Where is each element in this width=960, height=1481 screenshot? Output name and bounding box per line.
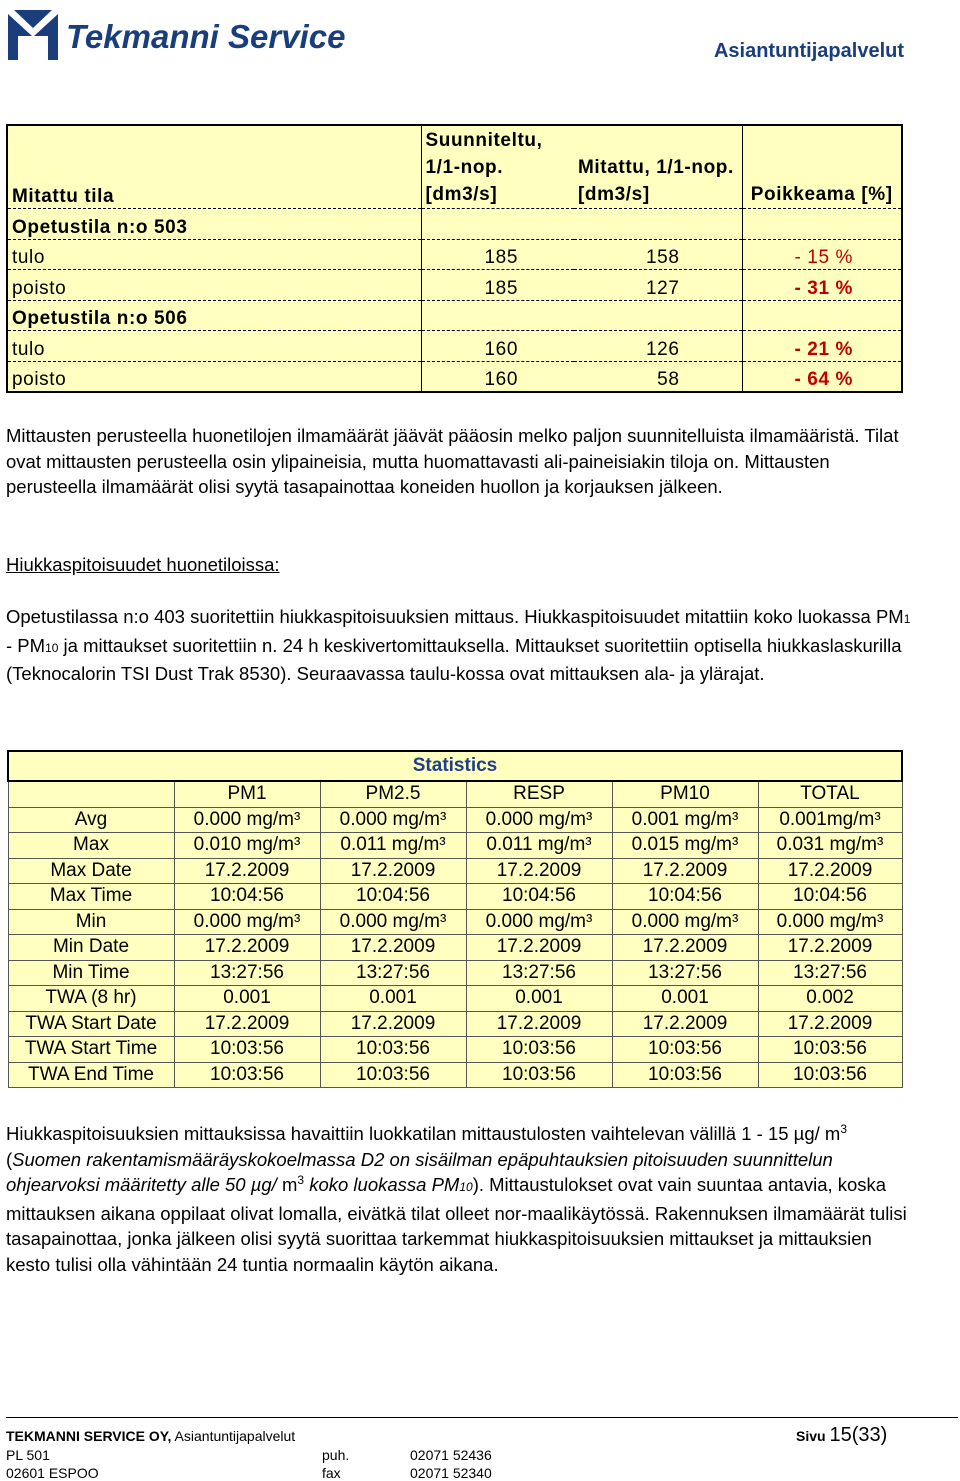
statistics-row: [8, 960, 902, 986]
para4-text-d: ). Mittaustulokset ovat vain suuntaa antavia, koska mittauksen aikana oppilaat olivat lomalla, eivätkä tilat olleet nor-maalikäytössä. Rakennuksen ilmamäärät tulisi tasapainottaa, jonka jälkeen olisi syytä suorittaa tarkemmat hiukkaspitoisuuksien mittaukset ja mittauksien kesto tulisi olla vähintään 24 tuntia normaalin käytön aikana.: [6, 1174, 907, 1275]
statistics-row: [8, 1062, 902, 1088]
statistics-cell: 0.001: [174, 986, 320, 1012]
particle-conclusion-paragraph: [6, 1121, 921, 1278]
statistics-cell: 0.000 mg/m³: [612, 909, 758, 935]
statistics-row-label: Max Date: [8, 858, 174, 884]
deviation-value: - 15 %: [742, 239, 901, 270]
para3-text-b: - PM: [6, 634, 46, 656]
statistics-row-label: TWA (8 hr): [8, 986, 174, 1012]
footer-fax-label: fax: [322, 1465, 341, 1481]
statistics-table: [7, 750, 903, 1088]
para4-text-a: Hiukkaspitoisuuksien mittauksissa havaittiin luokkatilan mittaustulosten vaihtelevan välillä 1 - 15 µg/ m: [6, 1123, 841, 1144]
group-name: Opetustila n:o 506: [8, 300, 421, 331]
deviation-value: - 64 %: [794, 369, 853, 390]
statistics-row: [8, 807, 902, 833]
statistics-cell: 10:04:56: [758, 884, 902, 910]
statistics-cell: 10:03:56: [466, 1062, 612, 1088]
table-row: [8, 239, 901, 270]
para4-sup-2: 3: [297, 1173, 305, 1188]
statistics-column-headers: [8, 781, 902, 807]
measured-value: 127: [574, 270, 742, 301]
statistics-cell: 0.011 mg/m³: [320, 833, 466, 859]
statistics-cell: 10:04:56: [466, 884, 612, 910]
column-header: PM10: [612, 781, 758, 807]
row-label: tulo: [8, 331, 421, 362]
statistics-cell: 17.2.2009: [174, 1011, 320, 1037]
header-room: Mitattu tila: [8, 126, 421, 209]
statistics-row: [8, 833, 902, 859]
statistics-cell: 17.2.2009: [612, 1011, 758, 1037]
footer-city: 02601 ESPOO: [6, 1465, 99, 1481]
company-logo: [4, 6, 349, 62]
group-row: [8, 300, 901, 331]
statistics-cell: 0.011 mg/m³: [466, 833, 612, 859]
statistics-cell: 17.2.2009: [320, 1011, 466, 1037]
statistics-cell: 10:03:56: [466, 1037, 612, 1063]
row-label: poisto: [8, 270, 421, 301]
statistics-cell: 10:03:56: [758, 1037, 902, 1063]
statistics-cell: 17.2.2009: [174, 858, 320, 884]
statistics-cell: 0.001: [466, 986, 612, 1012]
table-row: [8, 270, 901, 301]
statistics-row-label: Min Date: [8, 935, 174, 961]
statistics-cell: 10:04:56: [612, 884, 758, 910]
statistics-title-row: [8, 751, 902, 781]
department-name: Asiantuntijapalvelut: [713, 40, 904, 62]
page-value: 15(33): [829, 1424, 888, 1446]
statistics-cell: 10:03:56: [320, 1062, 466, 1088]
measured-value: 58: [574, 361, 742, 391]
statistics-cell: 17.2.2009: [758, 1011, 902, 1037]
statistics-cell: 17.2.2009: [320, 935, 466, 961]
statistics-row-label: Min Time: [8, 960, 174, 986]
designed-value: 185: [421, 270, 574, 301]
statistics-title: Statistics: [8, 751, 902, 781]
statistics-row: [8, 1037, 902, 1063]
statistics-cell: 0.031 mg/m³: [758, 833, 902, 859]
para4-italic-1: Suomen rakentamismääräyskokoelmassa D2 on sisäilman epäpuhtauksien pitoisuuden suunnittelun ohjearvoksi määritetty alle 50 µg/: [6, 1148, 833, 1196]
para4-sub: 10: [459, 1180, 473, 1195]
statistics-cell: 13:27:56: [612, 960, 758, 986]
deviation-value: - 21 %: [742, 331, 901, 362]
airflow-table: [6, 124, 903, 393]
statistics-cell: 0.000 mg/m³: [466, 909, 612, 935]
statistics-cell: 17.2.2009: [758, 858, 902, 884]
statistics-cell: 10:04:56: [320, 884, 466, 910]
statistics-cell: 0.001: [320, 986, 466, 1012]
page-number: [796, 1424, 887, 1447]
statistics-cell: 0.000 mg/m³: [174, 807, 320, 833]
footer-company: [6, 1428, 295, 1444]
statistics-cell: 0.001: [612, 986, 758, 1012]
empty-corner-cell: [8, 781, 174, 807]
svg-text:Tekmanni Service: Tekmanni Service: [66, 18, 346, 55]
statistics-cell: 17.2.2009: [174, 935, 320, 961]
page-label: Sivu: [796, 1428, 826, 1444]
statistics-cell: 10:03:56: [174, 1062, 320, 1088]
statistics-row-label: TWA Start Time: [8, 1037, 174, 1063]
statistics-cell: 10:03:56: [758, 1062, 902, 1088]
para4-sup-1: 3: [840, 1121, 847, 1136]
statistics-cell: 10:03:56: [612, 1037, 758, 1063]
footer-company-name: TEKMANNI SERVICE OY,: [6, 1428, 172, 1444]
statistics-row-label: Max: [8, 833, 174, 859]
column-header: RESP: [466, 781, 612, 807]
header-designed: Suunniteltu, 1/1-nop. [dm3/s]: [421, 126, 574, 209]
measured-value: 126: [574, 331, 742, 362]
designed-value: 160: [421, 331, 574, 362]
statistics-cell: 0.000 mg/m³: [466, 807, 612, 833]
table-row: [8, 361, 901, 391]
statistics-row-label: TWA End Time: [8, 1062, 174, 1088]
designed-value: 185: [421, 239, 574, 270]
deviation-value: - 31 %: [742, 270, 901, 301]
statistics-row-label: Avg: [8, 807, 174, 833]
statistics-cell: 17.2.2009: [466, 935, 612, 961]
statistics-cell: 0.000 mg/m³: [758, 909, 902, 935]
para3-sub-2: 10: [45, 640, 59, 655]
footer-divider: [6, 1417, 958, 1418]
column-header: TOTAL: [758, 781, 902, 807]
statistics-row: [8, 909, 902, 935]
statistics-row-label: TWA Start Date: [8, 1011, 174, 1037]
statistics-cell: 0.001 mg/m³: [612, 807, 758, 833]
statistics-cell: 17.2.2009: [612, 935, 758, 961]
statistics-cell: 13:27:56: [174, 960, 320, 986]
para3-sub-1: 1: [903, 612, 911, 626]
row-label: poisto: [8, 361, 421, 391]
footer-fax: 02071 52340: [410, 1465, 492, 1481]
footer-phone-label: puh.: [322, 1447, 350, 1463]
group-row: [8, 209, 901, 240]
statistics-cell: 13:27:56: [320, 960, 466, 986]
measured-value: 158: [574, 239, 742, 270]
column-header: PM1: [174, 781, 320, 807]
footer-phone: 02071 52436: [410, 1447, 492, 1463]
statistics-cell: 17.2.2009: [320, 858, 466, 884]
group-name: Opetustila n:o 503: [8, 209, 421, 240]
para4-italic-2: koko luokassa PM: [304, 1174, 460, 1196]
statistics-row: [8, 1011, 902, 1037]
column-header: PM2.5: [320, 781, 466, 807]
statistics-cell: 0.015 mg/m³: [612, 833, 758, 859]
statistics-cell: 10:03:56: [612, 1062, 758, 1088]
para3-text-c: ja mittaukset suoritettiin n. 24 h keskivertomittauksella. Mittaukset suoritettiin optisella hiukkaslaskurilla (Teknocalorin TSI Dust Trak 8530). Seuraavassa taulu-kossa ovat mittauksen ala- ja ylärajat.: [6, 634, 902, 685]
statistics-row: [8, 858, 902, 884]
airflow-table-header: [8, 126, 901, 209]
footer-po-box: PL 501: [6, 1447, 50, 1463]
particle-method-paragraph: [6, 604, 921, 687]
table-row: [8, 331, 901, 362]
statistics-cell: 17.2.2009: [466, 1011, 612, 1037]
statistics-row: [8, 935, 902, 961]
airflow-conclusion-paragraph: Mittausten perusteella huonetilojen ilmamäärät jäävät pääosin melko paljon suunnitelluista ilmamääristä. Tilat ovat mittausten perusteella osin ylipaineisia, mutta huomattavasti ali-paineisiakin tiloja on. Mittausten perusteella ilmamäärät olisi syytä tasapainottaa koneiden huollon ja korjauksen jälkeen.: [6, 425, 899, 498]
para4-text-b: (: [6, 1148, 13, 1170]
statistics-cell: 13:27:56: [758, 960, 902, 986]
footer-company-suffix: Asiantuntijapalvelut: [171, 1428, 296, 1444]
statistics-cell: 17.2.2009: [758, 935, 902, 961]
statistics-row-label: Max Time: [8, 884, 174, 910]
header-measured: Mitattu, 1/1-nop. [dm3/s]: [574, 126, 742, 209]
statistics-cell: 0.000 mg/m³: [174, 909, 320, 935]
para3-text-a: Opetustilassa n:o 403 suoritettiin hiukkaspitoisuuksien mittaus. Hiukkaspitoisuudet mitattiin koko luokassa PM: [6, 606, 904, 627]
header-deviation: Poikkeama [%]: [742, 126, 901, 209]
statistics-cell: 0.002: [758, 986, 902, 1012]
statistics-cell: 10:03:56: [320, 1037, 466, 1063]
statistics-cell: 10:04:56: [174, 884, 320, 910]
statistics-cell: 0.000 mg/m³: [320, 909, 466, 935]
statistics-cell: 17.2.2009: [612, 858, 758, 884]
particle-section-heading: Hiukkaspitoisuudet huonetiloissa:: [6, 554, 280, 575]
statistics-row-label: Min: [8, 909, 174, 935]
row-label: tulo: [8, 239, 421, 270]
statistics-cell: 0.001mg/m³: [758, 807, 902, 833]
statistics-row: [8, 986, 902, 1012]
statistics-cell: 13:27:56: [466, 960, 612, 986]
para4-text-c: m: [276, 1174, 298, 1196]
statistics-cell: 10:03:56: [174, 1037, 320, 1063]
statistics-cell: 0.010 mg/m³: [174, 833, 320, 859]
statistics-cell: 17.2.2009: [466, 858, 612, 884]
statistics-cell: 0.000 mg/m³: [320, 807, 466, 833]
designed-value: 160: [484, 369, 518, 390]
statistics-row: [8, 884, 902, 910]
